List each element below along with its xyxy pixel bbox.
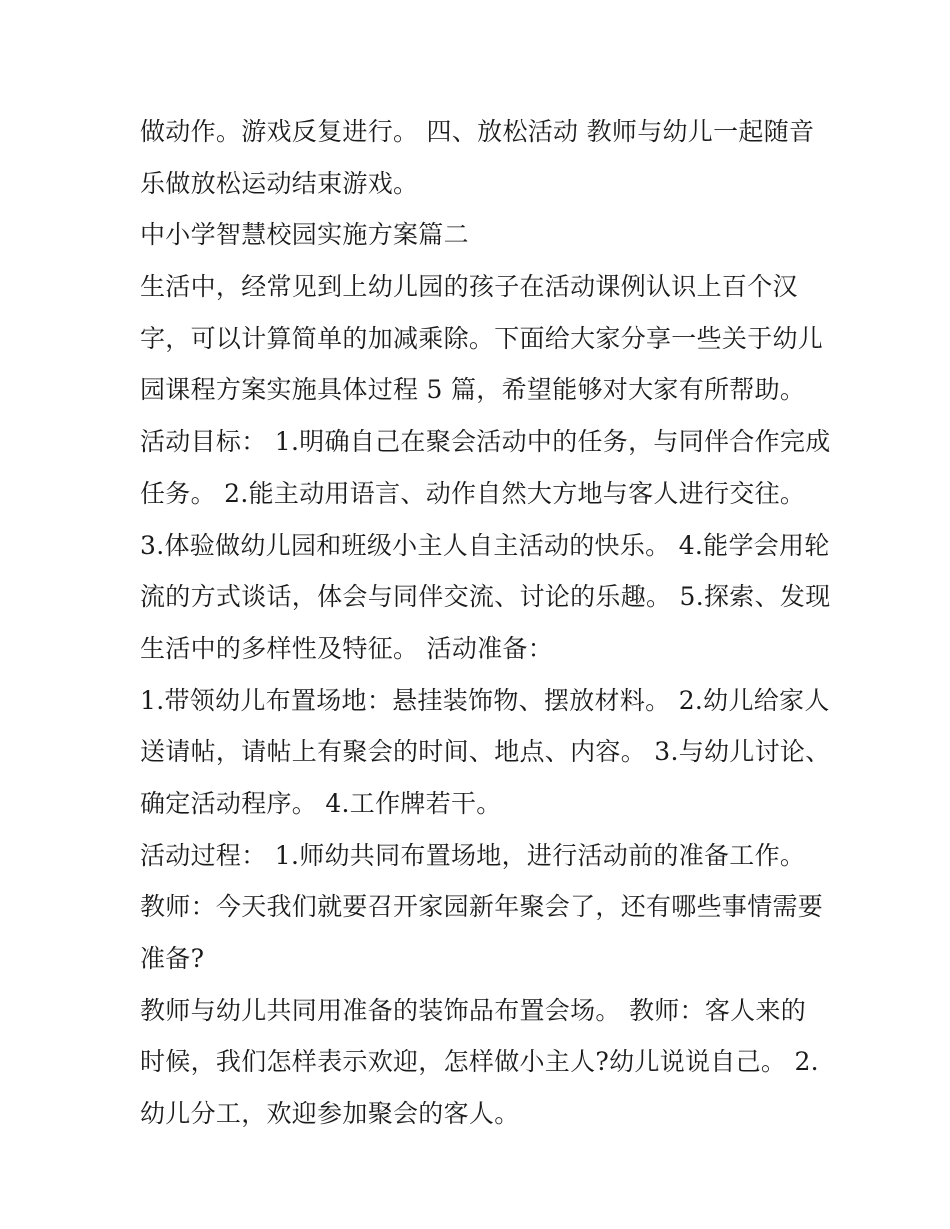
text-line: 生活中，经常见到上幼儿园的孩子在活动课例认识上百个汉	[140, 272, 798, 302]
text-line: 园课程方案实施具体过程 5 篇，希望能够对大家有所帮助。	[140, 375, 806, 405]
text-line: 教师与幼儿共同用准备的装饰品布置会场。 教师：客人来的	[140, 995, 807, 1025]
text-line: 活动目标： 1.明确自己在聚会活动中的任务，与同伴合作完成	[140, 427, 831, 457]
text-line: 任务。 2.能主动用语言、动作自然大方地与客人进行交往。	[140, 478, 806, 508]
document-body	[140, 106, 831, 1140]
text-line: 做动作。游戏反复进行。 四、放松活动 教师与幼儿一起随音	[140, 117, 815, 146]
text-line: 送请帖，请帖上有聚会的时间、地点、内容。 3.与幼儿讨论、	[140, 737, 831, 767]
text-line: 时候，我们怎样表示欢迎，怎样做小主人?幼儿说说自己。 2.	[140, 1047, 819, 1077]
text-line: 确定活动程序。 4.工作牌若干。	[140, 788, 502, 818]
text-line: 3.体验做幼儿园和班级小主人自主活动的快乐。 4.能学会用轮	[140, 530, 830, 560]
text-line: 1.带领幼儿布置场地：悬挂装饰物、摆放材料。 2.幼儿给家人	[140, 685, 830, 715]
text-line: 流的方式谈话，体会与同伴交流、讨论的乐趣。 5.探索、发现	[140, 582, 831, 612]
text-line: 教师：今天我们就要召开家园新年聚会了，还有哪些事情需要	[140, 892, 824, 922]
text-line: 活动过程： 1.师幼共同布置场地，进行活动前的准备工作。	[140, 840, 806, 870]
text-line: 字，可以计算简单的加减乘除。下面给大家分享一些关于幼儿	[140, 323, 824, 353]
text-line: 幼儿分工，欢迎参加聚会的客人。	[140, 1099, 520, 1129]
text-line: 乐做放松运动结束游戏。	[140, 168, 419, 198]
text-line: 生活中的多样性及特征。 活动准备：	[140, 633, 554, 663]
section-heading: 中小学智慧校园实施方案篇二	[140, 220, 469, 250]
text-line: 准备?	[140, 944, 205, 973]
